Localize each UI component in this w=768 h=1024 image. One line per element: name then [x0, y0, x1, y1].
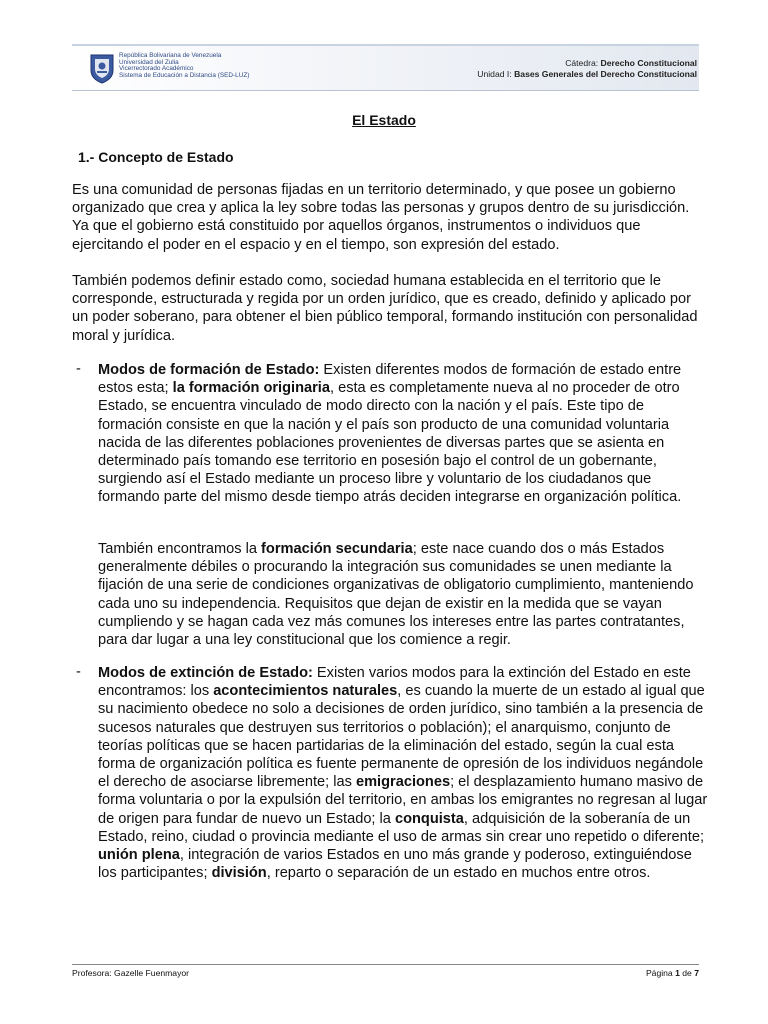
bullet-paragraph [98, 664, 708, 882]
bold-term: formación secundaria [261, 541, 413, 557]
bold-term: Modos de formación de Estado: [98, 362, 320, 378]
bold-term: Modos de extinción de Estado: [98, 665, 313, 681]
paragraph: Es una comunidad de personas fijadas en un territorio determinado, y que posee un gobierno organizado que crea y aplica la ley sobre todas las personas y grupos dentro de su jurisdicción. Ya que el gobierno está constituido por aquellos órganos, instrumentos o individuos que ejercitando el poder en el espacio y en el tiempo, son expresión del estado. [72, 182, 690, 253]
institution-line: Sistema de Educación a Distancia (SED-LUZ) [119, 71, 250, 79]
catedra-value: Derecho Constitucional [600, 58, 697, 68]
section-heading: 1.- Concepto de Estado [78, 149, 234, 165]
header-rule [72, 44, 699, 46]
document-title: El Estado [352, 112, 416, 128]
text-run: ; el desplazamiento humano masivo de forma voluntaria o por la expulsión del territorio, en ambas los emigrantes no regresan al lugar de origen para fundar de nuevo un Estado; la [98, 774, 708, 827]
page-number: 1 [675, 968, 680, 978]
text-run: Existen diferentes modos de formación de estado entre estos esta; [98, 362, 682, 397]
document-footer [72, 964, 699, 978]
author-label: Profesora: Gazelle Fuenmayor [72, 968, 190, 978]
text-run: , reparto o separación de un estado en muchos entre otros. [266, 865, 651, 882]
bold-term: unión plena [98, 847, 180, 864]
catedra-label: Cátedra: [565, 58, 599, 68]
unidad-label: Unidad I: [477, 69, 512, 79]
text-run: ; este nace cuando dos o más Estados generalmente débiles o procurando la integración sus comunidades se unen mediante la fijación de una serie de condiciones organizativas de obligatorio cumplimiento, manteniendo cada uno su independencia. Requisitos que dejan de existir en la medida que se vayan cumpliendo y se hagan cada vez más comunes los intereses entre las partes contratantes, para dar lugar a una ley constitucional que los comience a regir. [98, 541, 694, 649]
unidad-line [477, 69, 697, 80]
bold-term: emigraciones [355, 774, 451, 791]
bold-term: la formación originaria [172, 380, 330, 397]
bullet-dash: - [76, 361, 81, 377]
document-header [72, 44, 699, 91]
page-indicator [646, 968, 699, 978]
university-seal-icon [88, 52, 116, 84]
course-info [477, 58, 697, 80]
bullet-subparagraph [98, 540, 708, 649]
institution-line: Universidad del Zulia [119, 58, 179, 66]
text-run: , integración de varios Estados en uno más grande y poderoso, extinguiéndose los participantes; [98, 847, 692, 882]
bold-term: conquista [394, 810, 464, 827]
text-run: , adquisición de la soberanía de un Estado, reino, ciudad o provincia mediante el uso de armas sin crear uno repetido o diferente; [98, 810, 704, 845]
bullet-dash: - [76, 664, 81, 680]
paragraph: También podemos definir estado como, sociedad humana establecida en el territorio que le corresponde, estructurada y regida por un orden jurídico, que es creado, definido y aplicado por un poder soberano, para obtener el bien público temporal, formando institución con personalidad moral y jurídica. [72, 273, 698, 344]
institution-line: Vicerrectorado Académico [119, 65, 194, 73]
page-total: 7 [694, 968, 699, 978]
bullet-paragraph [98, 361, 708, 507]
page-word: Página [645, 968, 673, 978]
text-run: También encontramos la [98, 541, 262, 557]
text-run: Existen varios modos para la extinción del Estado en este encontramos: los [98, 665, 691, 700]
text-run: , es cuando la muerte de un estado al igual que su nacimiento obedece no solo a decisiones de orden jurídico, sino también a la presencia de sucesos naturales que destruyen sus territorios o población); el anarquismo, conjunto de teorías políticas que se hacen partidarias de la eliminación del estado, según la cual esta forma de organización política es fuente permanente de opresión de los individuos negándole el derecho de asociarse libremente; las [98, 683, 705, 791]
bold-term: acontecimientos naturales [213, 683, 398, 700]
of-word: de [682, 968, 692, 978]
institution-line: República Bolivariana de Venezuela [119, 52, 222, 59]
text-run: , esta es completamente nueva al no proceder de otro Estado, se encuentra vinculado de modo directo con la nación y el país. Este tipo de formación consiste en que la nación y el país son producto de una comunidad voluntaria nacida de las diferentes poblaciones provenientes de diversas partes que se asienta en determinado país tomando ese territorio en posesión bajo el control de un gobernante, surgiendo así el Estado mediante un proceso libre y voluntario de los ciudadanos que formando parte del mismo desde tiempo atrás deciden integrarse en organización política. [98, 380, 682, 506]
unidad-value: Bases Generales del Derecho Constitucional [514, 69, 697, 79]
institution-name [119, 53, 249, 79]
bold-term: división [211, 865, 267, 882]
catedra-line [477, 58, 697, 69]
